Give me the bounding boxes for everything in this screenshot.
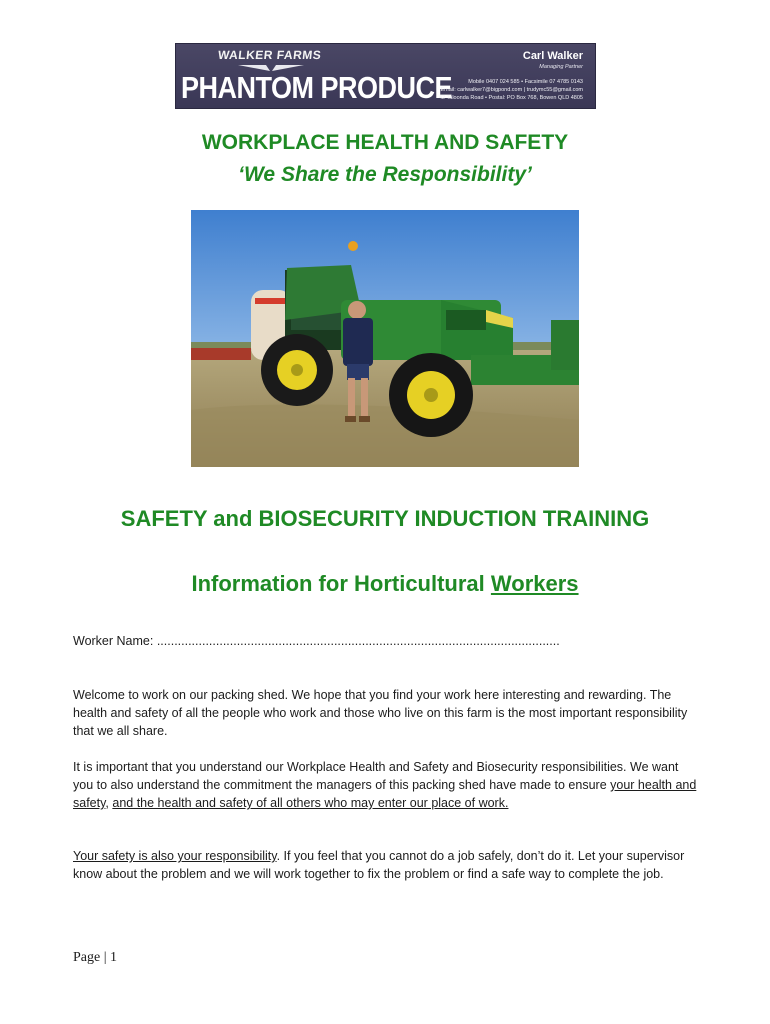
p2-underline-2: and the health and safety of all others who may enter our place of work. [112,796,509,810]
page-number: Page | 1 [73,950,118,965]
info-heading [0,571,770,597]
p2-separator: , [105,796,113,810]
brand-subtitle: WALKER FARMS [217,48,323,62]
contact-phone: Mobile 0407 024 585 • Facsimile 07 4785 0143 [468,79,583,85]
worker-name-row [73,634,560,648]
contact-person-name: Carl Walker [522,50,583,62]
worker-name-label: Worker Name: [73,634,154,648]
responsibility-paragraph [73,758,701,812]
p3-underline: Your safety is also your responsibility [73,849,277,863]
worker-name-field[interactable]: .................................................................................................................... [156,634,560,648]
p2-text: It is important that you understand our Workplace Health and Safety and Biosecurity responsibilities. We want you to also understand the commitment the managers of this packing shed have made to ensure [73,760,679,792]
brand-name: PHANTOM PRODUCE [181,71,453,105]
contact-email: Email: carlwalker7@bigpond.com | trudymc55@gmail.com [440,87,583,93]
farmer-tractor-photo [191,210,579,467]
info-heading-prefix: Information for Horticultural [191,571,491,596]
your-safety-paragraph [73,847,701,883]
contact-person-role: Managing Partner [539,64,583,70]
page-subtitle: ‘We Share the Responsibility’ [238,163,532,186]
letterhead-banner [175,43,596,109]
p2-underline-1: your health and safety [73,778,697,810]
page-title: WORKPLACE HEALTH AND SAFETY [201,131,569,154]
training-title: SAFETY and BIOSECURITY INDUCTION TRAINING [120,506,650,531]
p3-text: . If you feel that you cannot do a job safely, don’t do it. Let your supervisor know about the problem and we will work together to fix the problem or find a safe way to complete the job. [73,849,685,881]
welcome-paragraph: Welcome to work on our packing shed. We hope that you find your work here interesting and rewarding. The health and safety of all the people who work and those who live on this farm is the most important responsibility that we all share. [73,688,688,738]
contact-address: 42 Taloonda Road • Postal: PO Box 768, Bowen QLD 4805 [438,95,583,101]
info-heading-underlined: Workers [490,571,579,596]
